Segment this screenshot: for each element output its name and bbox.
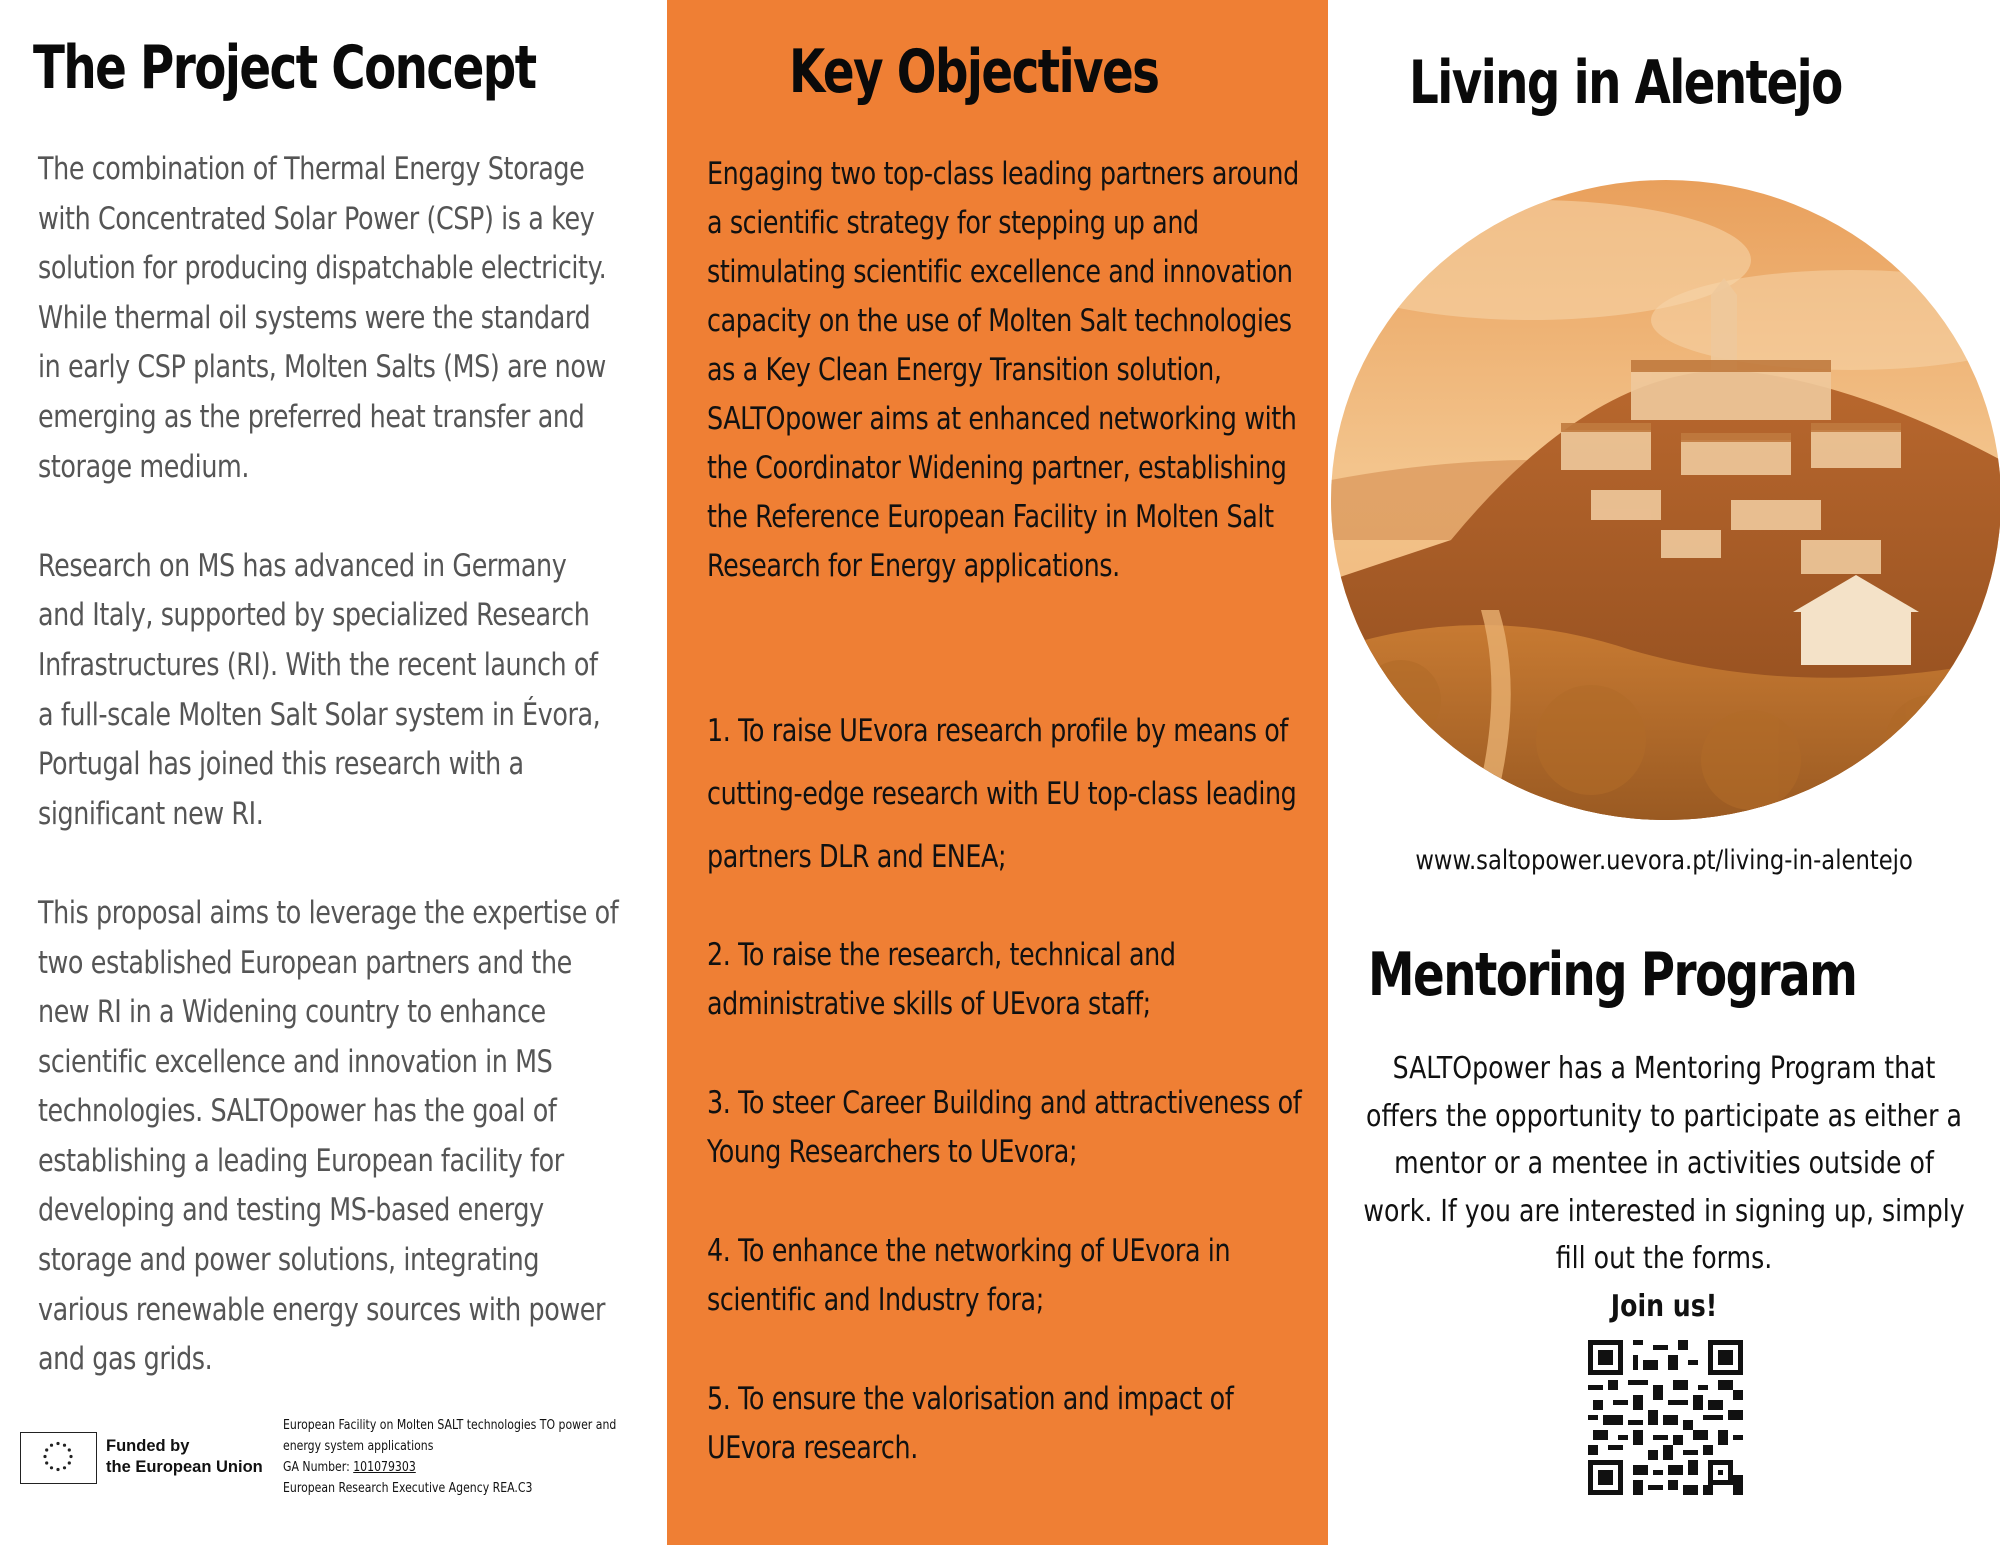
concept-paragraph-3: This proposal aims to leverage the expertise of two established European partners and the new RI in a Widening country to enhance scientific excellence and innovation in MS technologies. SALTOpower has the goal of establishing a leading European facility for developing and testing MS-based energy storage and power solutions, integrating various renewable energy sources with power and gas grids. (38, 894, 619, 1378)
key-objectives-column (667, 0, 1328, 1545)
living-in-alentejo-url[interactable]: www.saltopower.uevora.pt/living-in-alentejo (1415, 845, 1913, 876)
mentoring-program-body (1328, 1045, 2000, 1330)
objectives-intro: Engaging two top-class leading partners around a scientific strategy for stepping up and stimulating scientific excellence and innovation capacity on the use of Molten Salt technologies as a Key Clean Energy Transition solution, SALTOpower aims at enhanced networking with the Coordinator Widening partner, establishing the Reference European Facility in Molten Salt Research for Energy applications. (707, 156, 1299, 584)
living-mentoring-column (1328, 0, 2000, 1545)
agency-name: European Research Executive Agency REA.C3 (283, 1481, 533, 1496)
objective-item-1: 1. To raise UEvora research profile by means of cutting-edge research with EU top-class leading partners DLR and ENEA; (707, 713, 1297, 875)
ga-number-line (283, 1457, 619, 1478)
ga-label: GA Number: (283, 1460, 354, 1475)
living-in-alentejo-heading: Living in Alentejo (1409, 48, 1842, 118)
project-full-name: European Facility on Molten SALT technologies TO power and energy system applications (283, 1418, 617, 1454)
mentoring-program-heading: Mentoring Program (1368, 940, 1857, 1010)
objective-item-5: 5. To ensure the valorisation and impact of UEvora research. (707, 1381, 1234, 1466)
eu-flag-icon (20, 1432, 97, 1484)
funded-by-eu-label (106, 1436, 263, 1478)
concept-paragraph-1: The combination of Thermal Energy Storage with Concentrated Solar Power (CSP) is a key solution for producing dispatchable electricity. While thermal oil systems were the standard in early CSP plants, Molten Salts (MS) are now emerging as the preferred heat transfer and storage medium. (38, 151, 607, 485)
alentejo-village-photo (1331, 180, 2000, 820)
grant-info (283, 1415, 619, 1499)
concept-paragraph-2: Research on MS has advanced in Germany and Italy, supported by specialized Research Infrastructures (RI). With the recent launch of a full-scale Molten Salt Solar system in Évora, Portugal has joined this research with a significant new RI. (38, 547, 601, 832)
project-concept-column (0, 0, 667, 1545)
project-concept-heading: The Project Concept (33, 33, 536, 103)
key-objectives-heading: Key Objectives (789, 37, 1159, 107)
mentoring-description: SALTOpower has a Mentoring Program that offers the opportunity to participate as either a mentor or a mentee in activities outside of work. If you are interested in signing up, simply fill out the forms. (1363, 1051, 1965, 1276)
mentoring-qr-code[interactable] (1588, 1340, 1743, 1495)
project-concept-body (38, 145, 620, 1385)
ga-number: 101079303 (353, 1460, 416, 1475)
objective-item-4: 4. To enhance the networking of UEvora in scientific and Industry fora; (707, 1233, 1231, 1318)
objective-item-2: 2. To raise the research, technical and administrative skills of UEvora staff; (707, 937, 1176, 1022)
funded-line-2: the European Union (106, 1458, 263, 1476)
objectives-list (707, 700, 1302, 1523)
funded-line-1: Funded by (106, 1437, 190, 1455)
join-us-text: Join us! (1610, 1288, 1718, 1324)
objective-item-3: 3. To steer Career Building and attractiveness of Young Researchers to UEvora; (707, 1085, 1302, 1170)
